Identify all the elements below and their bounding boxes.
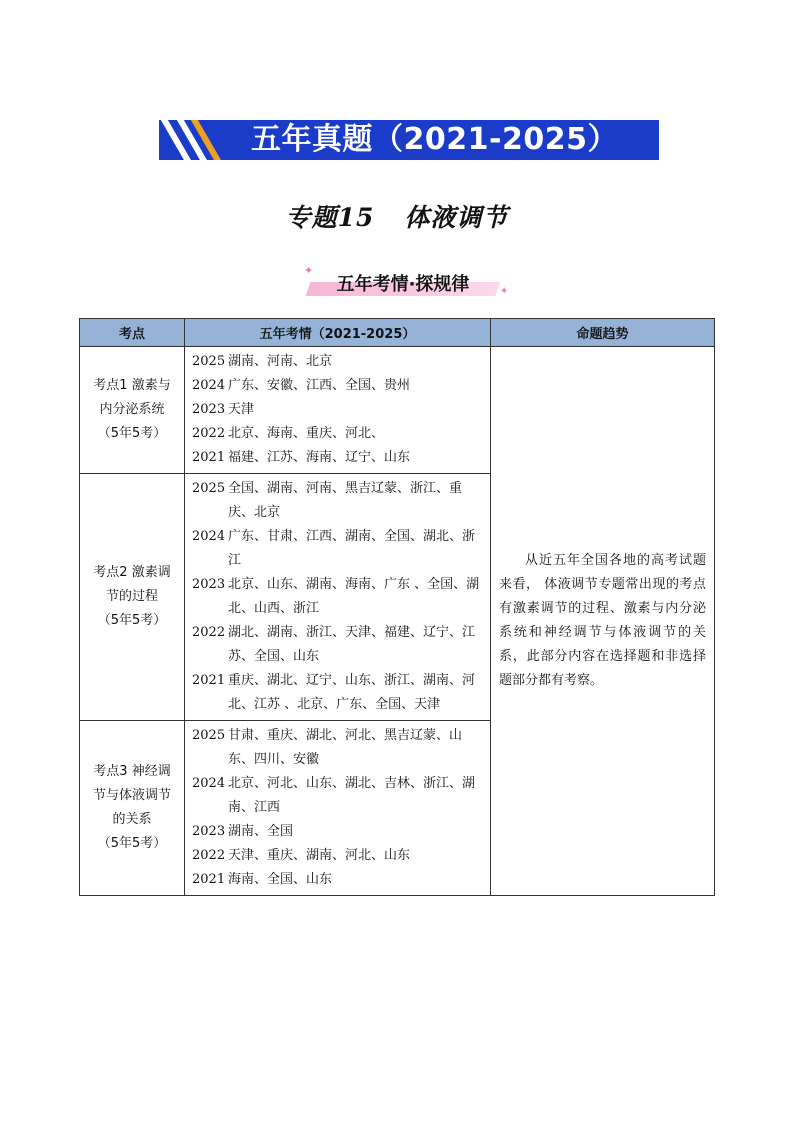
header-point: 考点 [80, 319, 185, 347]
year-line: 2021 福建、江苏、海南、辽宁、山东 [192, 450, 411, 465]
section-heading [304, 264, 509, 300]
years-cell [185, 474, 491, 721]
subject-number: 专题15 [285, 203, 375, 232]
section-title: 五年考情·探规律 [336, 274, 470, 295]
subject-title [0, 198, 794, 234]
sparkle-icon: ✦ [304, 264, 314, 277]
year-line: 2024 广东、安徽、江西、全国、贵州 [192, 378, 411, 393]
year-line: 2024 北京、河北、山东、湖北、吉林、浙江、湖南、江西 [192, 776, 476, 815]
header-years: 五年考情（2021-2025） [185, 319, 491, 347]
years-cell [185, 347, 491, 474]
exam-point-cell: 考点2 激素调 节的过程 （5年5考） [80, 474, 185, 721]
year-line: 2023 湖南、全国 [192, 824, 294, 839]
banner-title: 五年真题（2021-2025） [251, 122, 618, 157]
table-header-row [80, 319, 715, 347]
exam-point-cell: 考点1 激素与 内分泌系统 （5年5考） [80, 347, 185, 474]
exam-point-cell: 考点3 神经调 节与体液调节 的关系 （5年5考） [80, 721, 185, 896]
title-banner [159, 120, 659, 160]
year-line: 2023 北京、山东、湖南、海南、广东 、全国、湖北、山西、浙江 [192, 577, 480, 616]
year-line: 2022 湖北、湖南、浙江、天津、福建、辽宁、江苏、全国、山东 [192, 625, 476, 664]
year-line: 2024 广东、甘肃、江西、湖南、全国、湖北、浙江 [192, 529, 476, 568]
year-line: 2022 天津、重庆、湖南、河北、山东 [192, 848, 411, 863]
sparkle-icon: ✦ [500, 286, 509, 297]
trend-cell: 从近五年全国各地的高考试题来看， 体液调节专题常出现的考点有激素调节的过程、激素与内分泌系统和神经调节与体液调节的关系，此部分内容在选择题和非选择题部分都有考察。 [491, 347, 715, 896]
year-line: 2023 天津 [192, 402, 255, 417]
subject-name: 体液调节 [404, 203, 509, 232]
table-row [80, 347, 715, 474]
exam-table [79, 318, 715, 896]
year-line: 2025 全国、湖南、河南、黑吉辽蒙、浙江、重庆、北京 [192, 481, 463, 520]
header-trend: 命题趋势 [491, 319, 715, 347]
year-line: 2025 甘肃、重庆、湖北、河北、黑吉辽蒙、山东、四川、安徽 [192, 728, 463, 767]
year-line: 2021 海南、全国、山东 [192, 872, 333, 887]
year-line: 2021 重庆、湖北、辽宁、山东、浙江、湖南、河北、江苏 、北京、广东、全国、天津 [192, 673, 476, 712]
year-line: 2025 湖南、河南、北京 [192, 354, 333, 369]
year-line: 2022 北京、海南、重庆、河北、 [192, 426, 385, 441]
years-cell [185, 721, 491, 896]
